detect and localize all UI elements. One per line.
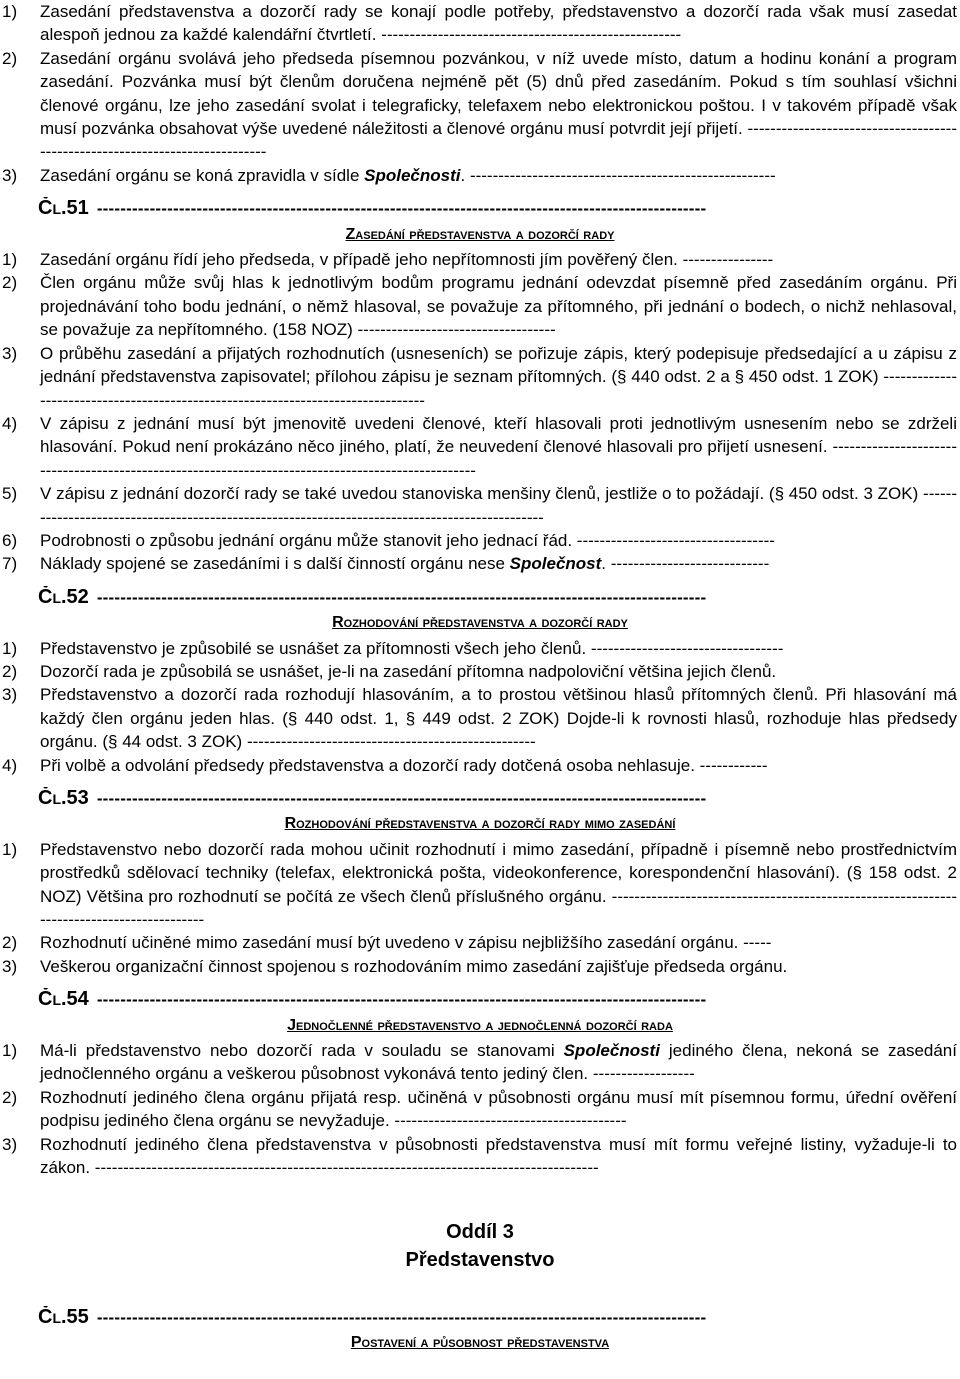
article-heading [38,1306,938,1329]
item-text: Rozhodnutí jediného člena představenstva v působnosti představenstva musí mít formu veřejné listiny, vyžaduje-li to zákon. ----------------------------------------------------------------------------------------- [40,1134,957,1178]
company-term: Společnosti [364,165,461,185]
article-54 [0,988,960,1179]
item-number: 2) [2,48,18,68]
item-number: 3) [2,956,18,976]
article-heading [38,988,938,1011]
article-separator: -------------------------------------------------------------------------------------------------------- [96,199,707,219]
article-53 [0,787,960,978]
article-separator: -------------------------------------------------------------------------------------------------------- [96,1307,707,1327]
intro-list [0,0,960,187]
article-list [0,838,960,978]
article-separator: -------------------------------------------------------------------------------------------------------- [96,587,707,607]
part-title: Představenstvo [405,1248,555,1271]
item-number: 7) [2,554,18,574]
article-55 [0,1306,960,1355]
item-number: 2) [2,661,18,681]
item-number: 2) [2,273,18,293]
article-number: Čl.55 [38,1305,89,1328]
item-text: Dozorčí rada je způsobilá se usnášet, je-li na zasedání přítomna nadpoloviční většina jejich členů. [40,661,777,681]
list-item [0,683,960,753]
item-text: Zasedání orgánu svolává jeho předseda písemnou pozvánkou, v níž uvede místo, datum a hodinu konání a program zasedání. Pozvánka musí být členům doručena nejméně pět (5) dnů před zasedáním. Pokud s tím souhlasí všichni členové orgánu, lze jeho zasedání svolat i telegraficky, telefaxem nebo elektronickou poštou. I v takovém případě však musí pozvánka obsahovat výše uvedené náležitosti a členové orgánu musí potvrdit její přijetí. ----------------------------------------------------------------------------- [40,48,957,162]
article-title: Postavení a působnost představenstva [350,1333,610,1351]
part-heading [0,1218,960,1274]
item-number: 3) [2,1134,18,1154]
company-term: Společnosti [563,1041,660,1061]
item-text: Představenstvo a dozorčí rada rozhodují hlasováním, a to prostou většinou hlasů přítomných členů. Při hlasování má každý člen orgánu jeden hlas. (§ 440 odst. 1, § 449 odst. 2 ZOK) Dojde-li k rovnosti hlasů, rozhoduje hlas předsedy orgánu. (§ 44 odst. 3 ZOK) --------------------------------------------------- [40,685,957,752]
item-text: Rozhodnutí učiněné mimo zasedání musí být uvedeno v zápisu nejbližšího zasedání orgánu. ----- [40,933,772,953]
list-item [0,1039,960,1086]
list-item [0,248,960,271]
article-51 [0,197,960,576]
list-item [0,529,960,552]
item-number: 4) [2,755,18,775]
item-text [40,552,957,575]
text-part: jediného člena, nekoná se zasedání jednočlenného orgánu a veškerou působnost vykonává tento jediný člen. ------------------ [40,1041,957,1084]
item-text: Při volbě a odvolání předsedy představenstva a dozorčí rady dotčená osoba nehlasuje. ------------ [40,755,768,775]
item-number: 3) [2,343,18,363]
article-separator: -------------------------------------------------------------------------------------------------------- [96,990,707,1010]
item-number: 2) [2,933,18,953]
article-number: Čl.52 [38,585,89,608]
item-text: V zápisu z jednání dozorčí rady se také uvedou stanoviska menšiny členů, jestliže o to požádají. (§ 450 odst. 3 ZOK) ----------------------------------------------------------------------------------------------- [40,484,957,527]
text-part: Zasedání orgánu se koná zpravidla v sídle [40,165,365,185]
list-item [0,552,960,575]
list-item [0,1086,960,1133]
text-part: Má-li představenstvo nebo dozorčí rada v souladu se stanovami [40,1041,564,1061]
text-part: . ------------------------------------------------------ [460,165,776,185]
item-number: 1) [2,638,18,658]
list-item [0,47,960,164]
list-item [0,482,960,529]
article-title: Zasedání představenstva a dozorčí rady [345,225,615,243]
item-text: O průběhu zasedání a přijatých rozhodnutích (usneseních) se pořizuje zápis, který podepisuje předsedající a u zápisu z jednání představenstva zapisovatel; přílohou zápisu je seznam přítomných. (§ 440 odst. 2 a § 450 odst. 1 ZOK) --------------------------------------------------------------------------------- [40,343,957,410]
article-number: Čl.51 [38,197,89,220]
article-list [0,637,960,777]
article-list [0,248,960,576]
item-number: 1) [2,1041,18,1061]
article-title: Rozhodování představenstva a dozorčí rady mimo zasedání [284,815,676,833]
item-number: 5) [2,484,18,504]
article-list [0,1039,960,1179]
item-number: 1) [2,2,18,21]
list-item [0,412,960,482]
item-number: 2) [2,1087,18,1107]
article-52 [0,586,960,777]
article-heading [38,197,938,220]
item-number: 1) [2,250,18,270]
article-number: Čl.53 [38,787,89,809]
article-separator: -------------------------------------------------------------------------------------------------------- [96,789,707,808]
item-number: 3) [2,165,18,185]
item-number: 6) [2,530,18,550]
list-item [0,271,960,341]
list-item [0,342,960,412]
list-item [0,931,960,954]
article-title: Rozhodování představenstva a dozorčí rady [332,614,628,632]
item-text: Zasedání představenstva a dozorčí rady se konají podle potřeby, představenstvo a dozorčí rada však musí zasedat alespoň jednou za každé kalendářní čtvrtletí. ----------------------------------------------------- [40,2,957,45]
list-item [0,838,960,932]
list-item [0,637,960,660]
item-text: Rozhodnutí jediného člena orgánu přijatá resp. učiněná v působnosti orgánu musí mít písemnou formu, úřední ověření podpisu jediného člena orgánu se nevyžaduje. ----------------------------------------- [40,1087,957,1131]
item-text: Podrobnosti o způsobu jednání orgánu může stanovit jeho jednací řád. ----------------------------------- [40,530,775,550]
item-text: Veškerou organizační činnost spojenou s rozhodováním mimo zasedání zajišťuje předseda orgánu. [40,956,788,976]
article-title: Jednočlenné představenstvo a jednočlenná dozorčí rada [287,1016,673,1034]
company-term: Společnost [509,554,602,574]
item-text: Představenstvo nebo dozorčí rada mohou učinit rozhodnutí i mimo zasedání, případně i písemně nebo prostřednictvím prostředků sdělovací techniky (telefax, elektronická pošta, videokonference, korespondenční hlasování). (§ 158 odst. 2 NOZ) Většina pro rozhodnutí se počítá ze všech členů příslušného orgánu. ------------------------------------------------------------------------------------------ [40,839,957,930]
article-heading [38,586,938,609]
list-item [0,754,960,777]
list-item [0,955,960,978]
list-item [0,164,960,187]
item-number: 4) [2,413,18,433]
article-number: Čl.54 [38,988,89,1011]
item-text: Zasedání orgánu řídí jeho předseda, v případě jeho nepřítomnosti jím pověřený člen. ---------------- [40,250,774,270]
list-item [0,660,960,683]
text-part: . ---------------------------- [601,554,770,574]
article-heading [38,787,938,810]
item-text [40,164,957,187]
item-number: 3) [2,685,18,705]
item-text: Člen orgánu může svůj hlas k jednotlivým bodům programu jednání odevzdat písemně před zasedáním orgánu. Při projednávání toho bodu jednání, o němž hlasoval, se považuje za přítomného, při jednání o bodech, o nichž nehlasoval, se považuje za nepřítomného. (158 NOZ) ----------------------------------- [40,273,957,340]
item-number: 1) [2,839,18,859]
list-item [0,1133,960,1180]
item-text: Představenstvo je způsobilé se usnášet za přítomnosti všech jeho členů. ---------------------------------- [40,638,784,658]
text-part: Náklady spojené se zasedáními i s další činností orgánu nese [40,554,510,574]
item-text: V zápisu z jednání musí být jmenovitě uvedeni členové, kteří hlasovali proti jednotlivým usnesením nebo se zdrželi hlasování. Pokud není prokázáno něco jiného, platí, že neuvedení členové hlasovali pro přijetí usnesení. --------------------------------------------------------------------------------------------------- [40,413,957,480]
part-number: Oddíl 3 [446,1220,514,1243]
item-text [40,1039,957,1086]
list-item [0,0,960,47]
